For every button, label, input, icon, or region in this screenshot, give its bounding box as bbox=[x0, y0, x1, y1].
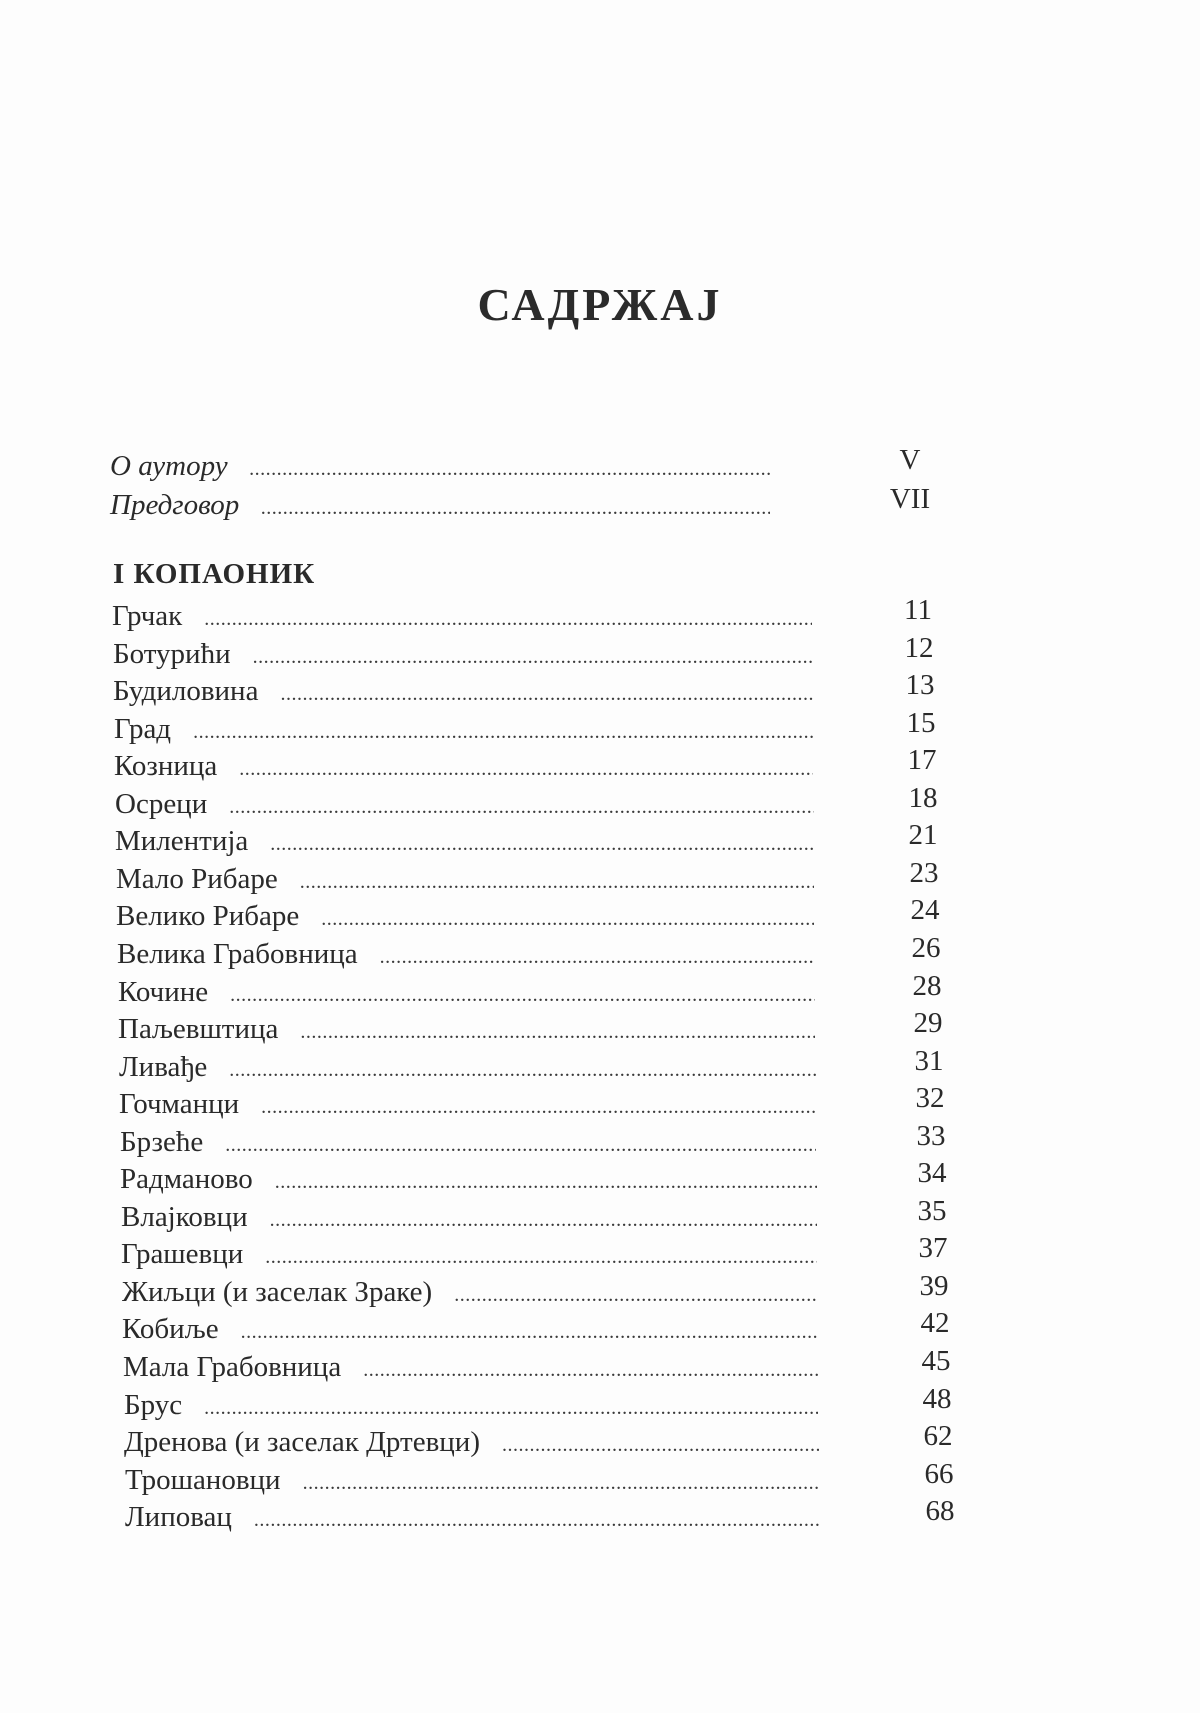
dot-leader bbox=[270, 1202, 817, 1238]
toc-entry bbox=[121, 1236, 817, 1272]
toc-entry bbox=[116, 898, 814, 934]
dot-leader bbox=[280, 676, 813, 712]
toc-entry-label: Паљевштица bbox=[118, 1013, 279, 1045]
dot-leader bbox=[254, 1502, 819, 1538]
toc-entry bbox=[123, 1349, 818, 1385]
toc-entry-label: Велико Рибаре bbox=[116, 900, 300, 932]
toc-entry-label: Кочине bbox=[118, 976, 209, 1008]
toc-entry bbox=[115, 823, 814, 859]
toc-entry-label: Брзеће bbox=[120, 1126, 204, 1158]
toc-entry-label: Мало Рибаре bbox=[116, 863, 278, 895]
toc-entry-page-number: 37 bbox=[918, 1232, 948, 1264]
dot-leader bbox=[239, 751, 813, 787]
dot-leader bbox=[261, 1089, 816, 1125]
toc-entry bbox=[116, 861, 814, 897]
toc-entry bbox=[118, 1011, 815, 1047]
toc-entry-page-number: 66 bbox=[924, 1458, 954, 1490]
toc-entry-label: Град bbox=[114, 713, 172, 745]
toc-entry bbox=[113, 673, 813, 709]
dot-leader bbox=[275, 1164, 817, 1200]
dot-leader bbox=[204, 1390, 818, 1426]
toc-entry-page-number: 42 bbox=[920, 1307, 950, 1339]
toc-entry bbox=[110, 448, 770, 484]
toc-entry-page-number: 17 bbox=[907, 744, 937, 776]
dot-leader bbox=[230, 977, 815, 1013]
toc-entry-page-number: 33 bbox=[916, 1120, 946, 1152]
dot-leader bbox=[363, 1352, 818, 1388]
toc-entry bbox=[120, 1124, 816, 1160]
dot-leader bbox=[270, 826, 814, 862]
toc-entry bbox=[118, 974, 815, 1010]
toc-entry-label: Грчак bbox=[112, 600, 183, 632]
dot-leader bbox=[454, 1277, 817, 1313]
toc-entry-label: Ботурићи bbox=[113, 638, 231, 670]
dot-leader bbox=[300, 1014, 815, 1050]
dot-leader bbox=[261, 490, 770, 526]
section-heading: I КОПАОНИК bbox=[113, 558, 316, 590]
toc-entry-page-number: 32 bbox=[915, 1082, 945, 1114]
dot-leader bbox=[502, 1427, 819, 1463]
toc-entry bbox=[112, 598, 812, 634]
dot-leader bbox=[229, 1052, 816, 1088]
toc-entry bbox=[119, 1086, 816, 1122]
toc-entry bbox=[121, 1199, 817, 1235]
toc-entry-page-number: 48 bbox=[922, 1383, 952, 1415]
toc-entry-label: Кобиље bbox=[122, 1313, 219, 1345]
toc-entry-label: Козница bbox=[114, 750, 218, 782]
toc-entry-label: Грашевци bbox=[121, 1238, 244, 1270]
toc-entry-page-number: 34 bbox=[917, 1157, 947, 1189]
toc-entry-label: О аутору bbox=[110, 450, 228, 482]
dot-leader bbox=[321, 901, 814, 937]
dot-leader bbox=[303, 1465, 819, 1501]
toc-entry bbox=[114, 748, 813, 784]
toc-entry bbox=[113, 636, 812, 672]
toc-entry-label: Гочманци bbox=[119, 1088, 240, 1120]
toc-entry bbox=[125, 1499, 819, 1535]
toc-entry bbox=[120, 1161, 817, 1197]
toc-entry bbox=[115, 786, 814, 822]
toc-entry-label: Будиловина bbox=[113, 675, 259, 707]
toc-entry bbox=[122, 1311, 818, 1347]
dot-leader bbox=[250, 451, 770, 487]
page-title: САДРЖАЈ bbox=[477, 279, 723, 330]
dot-leader bbox=[193, 714, 813, 750]
dot-leader bbox=[229, 789, 814, 825]
dot-leader bbox=[253, 639, 812, 675]
dot-leader bbox=[241, 1314, 818, 1350]
toc-entry-label: Предговор bbox=[110, 489, 240, 521]
toc-entry-page-number: 26 bbox=[911, 932, 941, 964]
dot-leader bbox=[265, 1239, 817, 1275]
toc-entry bbox=[124, 1424, 819, 1460]
toc-entry bbox=[114, 711, 813, 747]
dot-leader bbox=[225, 1127, 816, 1163]
dot-leader bbox=[204, 601, 812, 637]
toc-entry-page-number: 15 bbox=[906, 707, 936, 739]
toc-entry-page-number: 24 bbox=[910, 894, 940, 926]
dot-leader bbox=[380, 939, 815, 975]
toc-entry-label: Ливађе bbox=[119, 1051, 208, 1083]
toc-entry-label: Радманово bbox=[120, 1163, 253, 1195]
toc-entry-page-number: 13 bbox=[905, 669, 935, 701]
toc-entry-page-number: 35 bbox=[917, 1195, 947, 1227]
toc-entry-label: Осреци bbox=[115, 788, 208, 820]
toc-entry-label: Мала Грабовница bbox=[123, 1351, 342, 1383]
toc-entry bbox=[125, 1462, 819, 1498]
toc-entry-label: Трошановци bbox=[125, 1464, 281, 1496]
toc-entry-page-number: 21 bbox=[908, 819, 938, 851]
toc-entry-page-number: 68 bbox=[925, 1495, 955, 1527]
toc-entry bbox=[119, 1049, 816, 1085]
toc-entry bbox=[117, 936, 815, 972]
toc-entry-label: Велика Грабовница bbox=[117, 938, 358, 970]
toc-entry-label: Брус bbox=[124, 1389, 183, 1421]
toc-entry-page-number: 31 bbox=[914, 1045, 944, 1077]
toc-entry bbox=[122, 1274, 817, 1310]
toc-entry-page-number: V bbox=[899, 444, 921, 476]
toc-entry-label: Влајковци bbox=[121, 1201, 248, 1233]
toc-entry-label: Липовац bbox=[125, 1501, 232, 1533]
toc-entry-label: Милентија bbox=[115, 825, 249, 857]
toc-entry-page-number: 62 bbox=[923, 1420, 953, 1452]
toc-entry-page-number: 18 bbox=[908, 782, 938, 814]
toc-entry-label: Дренова (и заселак Дртевци) bbox=[124, 1426, 480, 1458]
toc-entry-page-number: 23 bbox=[909, 857, 939, 889]
dot-leader bbox=[300, 864, 814, 900]
toc-entry-page-number: 12 bbox=[904, 632, 934, 664]
toc-entry-page-number: 45 bbox=[921, 1345, 951, 1377]
toc-entry-page-number: 39 bbox=[919, 1270, 949, 1302]
toc-entry-page-number: 29 bbox=[913, 1007, 943, 1039]
toc-entry bbox=[124, 1387, 818, 1423]
toc-entry-page-number: VII bbox=[889, 483, 931, 515]
toc-entry bbox=[110, 487, 770, 523]
toc-entry-label: Жиљци (и заселак Зраке) bbox=[122, 1276, 433, 1308]
toc-entry-page-number: 28 bbox=[912, 970, 942, 1002]
toc-entry-page-number: 11 bbox=[904, 594, 932, 626]
